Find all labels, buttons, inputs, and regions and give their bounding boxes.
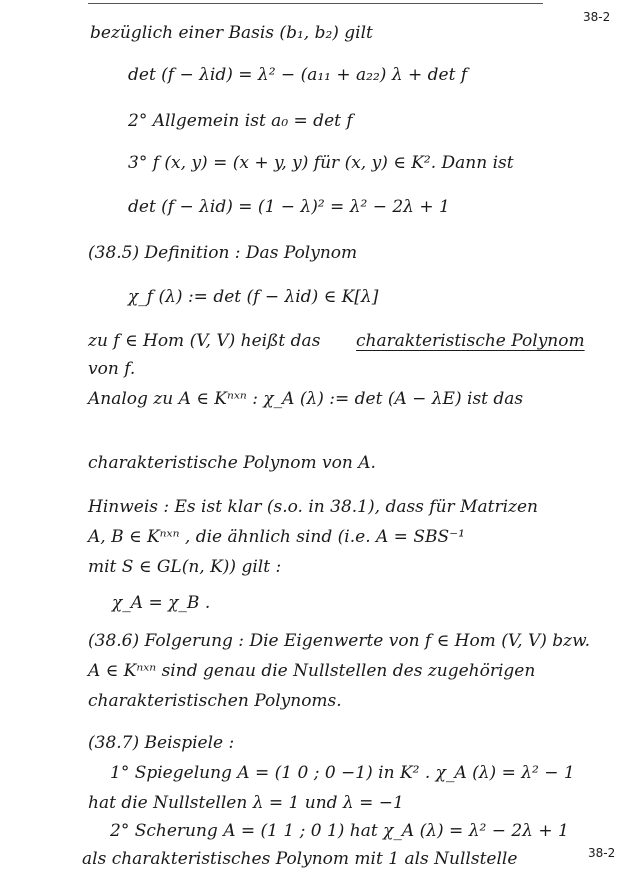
example-1-line-1: 1° Spiegelung A = (1 0 ; 0 −1) in K² . χ_A (λ) = λ² − 1 [110, 763, 575, 783]
page-number-bottom: 38-2 [588, 846, 616, 860]
hint-line-2: A, B ∈ Kⁿˣⁿ , die ähnlich sind (i.e. A = SBS⁻¹ [88, 527, 465, 547]
text-line-7: χ_f (λ) := det (f − λid) ∈ K[λ] [128, 287, 379, 307]
page-number-top: 38-2 [583, 10, 611, 24]
text-line-11: Analog zu A ∈ Kⁿˣⁿ : χ_A (λ) := det (A − λE) ist das [88, 389, 524, 409]
text-line-2: det (f − λid) = λ² − (a₁₁ + a₂₂) λ + det f [128, 65, 468, 85]
text-line-1: bezüglich einer Basis (b₁, b₂) gilt [90, 23, 373, 43]
corollary-line-2: A ∈ Kⁿˣⁿ sind genau die Nullstellen des zugehörigen [88, 661, 536, 681]
hint-line-3: mit S ∈ GL(n, K)) gilt : [88, 557, 282, 577]
text-line-10: von f. [88, 359, 136, 379]
example-2-line-1: 2° Scherung A = (1 1 ; 0 1) hat χ_A (λ) = λ² − 2λ + 1 [110, 821, 569, 841]
examples-heading: (38.7) Beispiele : [88, 733, 235, 753]
text-line-3: 2° Allgemein ist a₀ = det f [128, 111, 353, 131]
hint-equation: χ_A = χ_B . [112, 593, 211, 613]
text-line-12: charakteristische Polynom von A. [88, 453, 376, 473]
corollary-line-1: (38.6) Folgerung : Die Eigenwerte von f ∈ Hom (V, V) bzw. [88, 631, 591, 651]
defined-term: charakteristische Polynom [356, 331, 585, 351]
definition-heading: (38.5) Definition : Das Polynom [88, 243, 358, 263]
corollary-line-3: charakteristischen Polynoms. [88, 691, 342, 711]
example-1-line-2: hat die Nullstellen λ = 1 und λ = −1 [88, 793, 404, 813]
text-line-8: zu f ∈ Hom (V, V) heißt das [88, 331, 321, 351]
text-line-4: 3° f (x, y) = (x + y, y) für (x, y) ∈ K². Dann ist [128, 153, 514, 173]
top-rule [88, 3, 543, 4]
hint-line-1: Hinweis : Es ist klar (s.o. in 38.1), dass für Matrizen [88, 497, 538, 517]
example-2-line-2: als charakteristisches Polynom mit 1 als Nullstelle [82, 849, 518, 869]
text-line-5: det (f − λid) = (1 − λ)² = λ² − 2λ + 1 [128, 197, 450, 217]
